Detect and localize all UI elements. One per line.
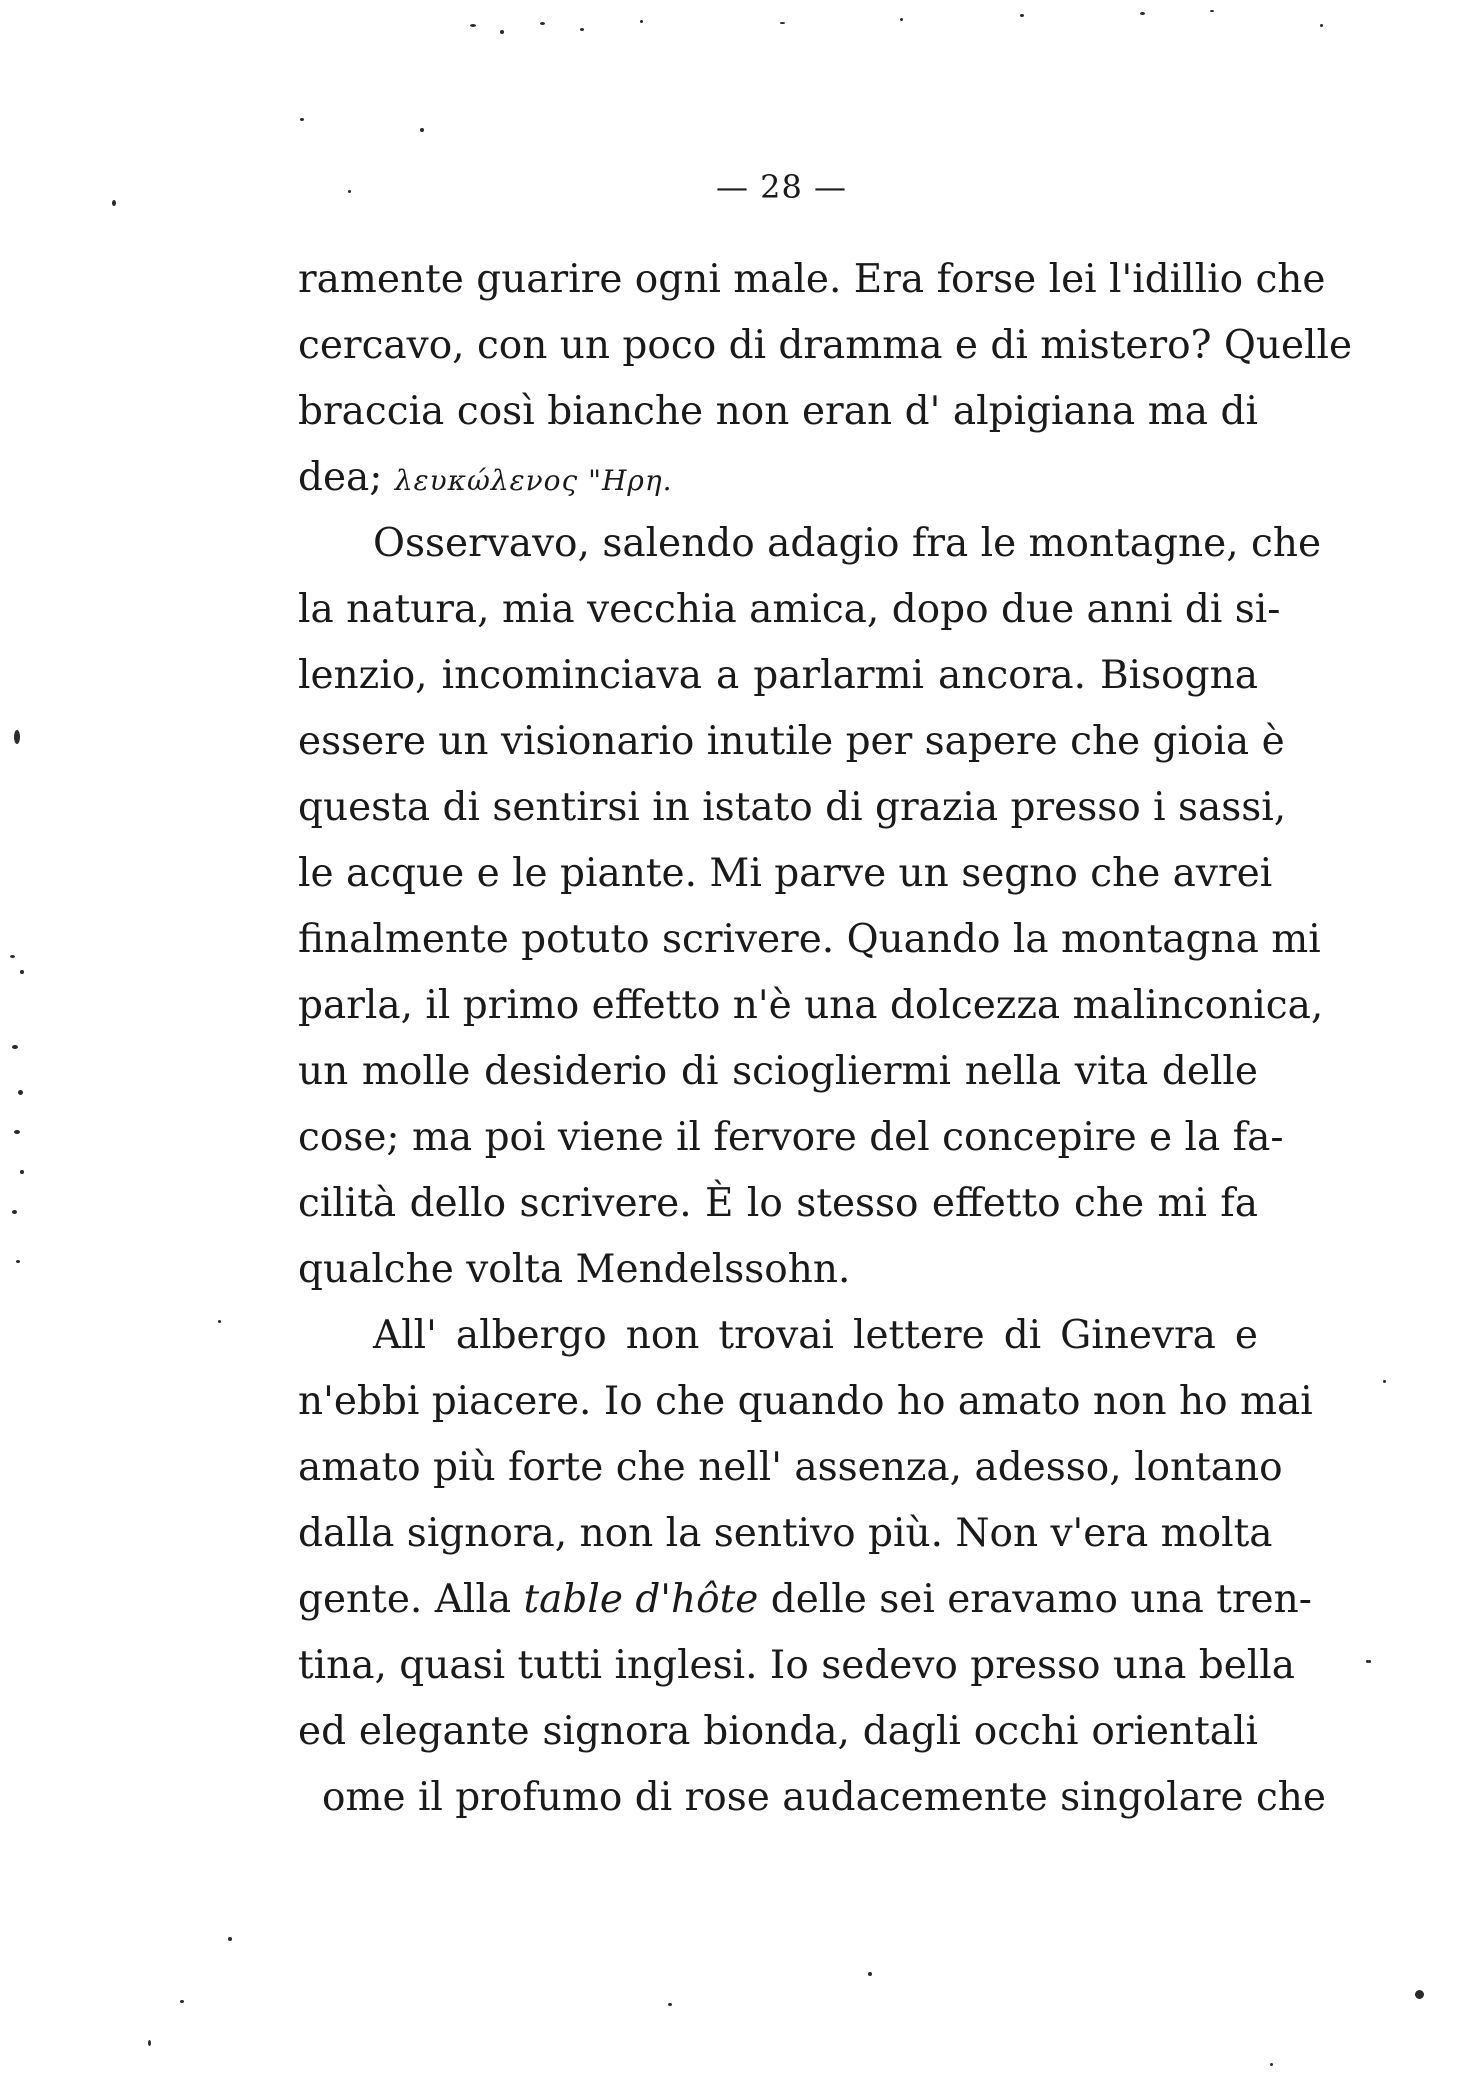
text-line: un molle desiderio di sciogliermi nella vita delle <box>298 1049 1258 1094</box>
scan-speck <box>1020 14 1024 17</box>
scan-speck <box>1366 1660 1369 1663</box>
text-line: cilità dello scrivere. È lo stesso effetto che mi fa <box>298 1181 1258 1226</box>
text-line: amato più forte che nell' assenza, adesso, lontano <box>298 1445 1283 1490</box>
text-line: cercavo, con un poco di dramma e di mistero? Quelle <box>298 323 1353 368</box>
text-fragment: dea; <box>298 455 383 500</box>
paragraph-start-line: All' albergo non trovai lettere di Ginevra e <box>373 1313 1258 1358</box>
scan-speck <box>14 1130 20 1134</box>
scan-speck <box>470 24 476 27</box>
scan-speck <box>218 1320 221 1323</box>
scan-speck <box>540 22 545 25</box>
scan-speck <box>900 18 903 21</box>
text-line <box>298 445 1258 511</box>
text-line: ramente guarire ogni male. Era forse lei l'idillio che <box>298 257 1326 302</box>
italic-phrase: table d'hôte <box>523 1577 759 1622</box>
text-line: braccia così bianche non eran d' alpigiana ma di <box>298 389 1258 434</box>
text-line: lenzio, incominciava a parlarmi ancora. Bisogna <box>298 653 1258 698</box>
scan-speck <box>580 28 584 31</box>
text-line: ed elegante signora bionda, dagli occhi orientali <box>298 1709 1258 1754</box>
text-line: la natura, mia vecchia amica, dopo due anni di si- <box>298 587 1281 632</box>
page-number: — 28 — <box>715 168 848 206</box>
text-line: qualche volta Mendelssohn. <box>298 1247 851 1292</box>
text-line: questa di sentirsi in istato di grazia presso i sassi, <box>298 785 1287 830</box>
scan-speck <box>780 22 785 24</box>
greek-quotation: λευκώλενος "Ηρη. <box>394 464 673 497</box>
text-line: finalmente potuto scrivere. Quando la montagna mi <box>298 917 1321 962</box>
text-line: tina, quasi tutti inglesi. Io sedevo presso una bella <box>298 1643 1295 1688</box>
scan-speck <box>1383 1380 1386 1383</box>
scan-speck <box>14 730 20 744</box>
scan-speck <box>300 118 304 121</box>
text-line: cose; ma poi viene il fervore del concepire e la fa- <box>298 1115 1284 1160</box>
scan-speck <box>180 2000 184 2003</box>
text-line: n'ebbi piacere. Io che quando ho amato non ho mai <box>298 1379 1313 1424</box>
scan-speck <box>20 1170 24 1174</box>
scan-speck <box>1140 12 1145 15</box>
scan-speck <box>1210 10 1214 12</box>
scan-speck <box>18 1090 23 1095</box>
scan-speck <box>640 20 643 23</box>
body-text <box>298 247 1353 1831</box>
text-fragment: gente. Alla <box>298 1577 512 1622</box>
scan-speck <box>1415 1990 1424 1999</box>
scan-speck <box>1270 2063 1273 2066</box>
scan-speck <box>500 30 504 34</box>
text-line <box>298 1567 1312 1633</box>
scan-speck <box>148 2040 151 2046</box>
paragraph-start-line: Osservavo, salendo adagio fra le montagne, che <box>373 521 1322 566</box>
scan-speck <box>12 1045 18 1049</box>
scan-speck <box>20 970 24 974</box>
scan-speck <box>228 1937 232 1941</box>
scan-speck <box>1320 24 1323 27</box>
text-line: ome il profumo di rose audacemente singolare che <box>322 1775 1327 1820</box>
scan-speck <box>10 955 15 958</box>
text-line: essere un visionario inutile per sapere che gioia è <box>298 719 1285 764</box>
scan-speck <box>868 1972 872 1976</box>
scan-speck <box>420 128 424 132</box>
text-fragment: delle sei eravamo una tren- <box>770 1577 1312 1622</box>
text-line: le acque e le piante. Mi parve un segno che avrei <box>298 851 1273 896</box>
scan-speck <box>668 2003 672 2006</box>
text-line: dalla signora, non la sentivo più. Non v'era molta <box>298 1511 1273 1556</box>
text-line: parla, il primo effetto n'è una dolcezza malinconica, <box>298 983 1324 1028</box>
scan-speck <box>16 1260 20 1263</box>
scan-speck <box>12 1210 17 1214</box>
